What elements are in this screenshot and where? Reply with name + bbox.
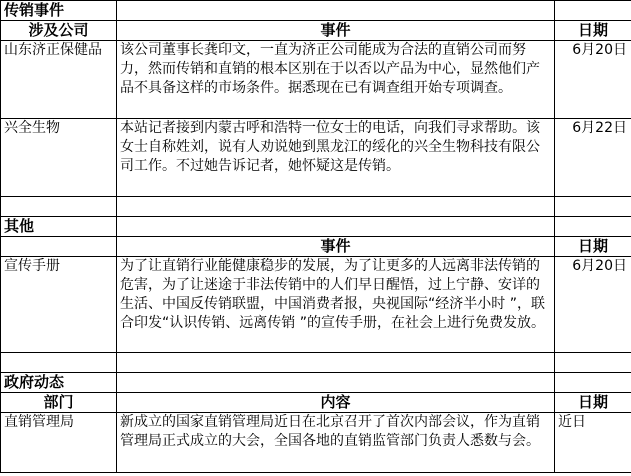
empty-cell[interactable] xyxy=(555,1,631,21)
header-date[interactable]: 日期 xyxy=(555,21,631,41)
company-cell[interactable]: 宣传手册 xyxy=(1,257,117,353)
header-row xyxy=(1,21,631,41)
empty-cell[interactable] xyxy=(555,197,631,217)
table-row xyxy=(1,119,631,197)
empty-cell[interactable] xyxy=(555,353,631,373)
content-cell[interactable]: 新成立的国家直销管理局近日在北京召开了首次内部会议，作为直销管理局正式成立的大会，全国各地的直销监管部门负责人悉数与会。 xyxy=(117,413,555,473)
event-cell[interactable]: 本站记者接到内蒙古呼和浩特一位女士的电话，向我们寻求帮助。该女士自称姓刘，说有人劝说她到黑龙江的绥化的兴全生物科技有限公司工作。不过她告诉记者，她怀疑这是传销。 xyxy=(117,119,555,197)
table-row xyxy=(1,413,631,473)
header-company[interactable]: 涉及公司 xyxy=(1,21,117,41)
empty-cell[interactable] xyxy=(117,373,555,393)
date-cell[interactable]: 近日 xyxy=(555,413,631,473)
empty-cell[interactable] xyxy=(1,237,117,257)
section-title[interactable]: 传销事件 xyxy=(1,1,117,21)
company-cell[interactable]: 山东济正保健品 xyxy=(1,41,117,119)
empty-cell[interactable] xyxy=(555,373,631,393)
section-title-row xyxy=(1,1,631,21)
empty-cell[interactable] xyxy=(555,217,631,237)
section-title[interactable]: 其他 xyxy=(1,217,117,237)
section-title[interactable]: 政府动态 xyxy=(1,373,117,393)
empty-cell[interactable] xyxy=(117,353,555,373)
table-row xyxy=(1,257,631,353)
header-date[interactable]: 日期 xyxy=(555,237,631,257)
dept-cell[interactable]: 直销管理局 xyxy=(1,413,117,473)
date-cell[interactable]: 6月20日 xyxy=(555,41,631,119)
header-dept[interactable]: 部门 xyxy=(1,393,117,413)
empty-row xyxy=(1,353,631,373)
empty-cell[interactable] xyxy=(1,197,117,217)
header-date[interactable]: 日期 xyxy=(555,393,631,413)
company-cell[interactable]: 兴全生物 xyxy=(1,119,117,197)
empty-cell[interactable] xyxy=(117,1,555,21)
date-cell[interactable]: 6月22日 xyxy=(555,119,631,197)
header-event[interactable]: 事件 xyxy=(117,237,555,257)
section-title-row xyxy=(1,373,631,393)
event-cell[interactable]: 该公司董事长龚印文，一直为济正公司能成为合法的直销公司而努力，然而传销和直销的根本区别在于以否以产品为中心，显然他们产品不具备这样的市场条件。据悉现在已有调查组开始专项调查。 xyxy=(117,41,555,119)
empty-cell[interactable] xyxy=(1,353,117,373)
section-title-row xyxy=(1,217,631,237)
date-cell[interactable]: 6月20日 xyxy=(555,257,631,353)
header-row xyxy=(1,237,631,257)
event-cell[interactable]: 为了让直销行业能健康稳步的发展，为了让更多的人远离非法传销的危害，为了让迷途于非法传销中的人们早日醒悟，过上宁静、安详的生活、中国反传销联盟，中国消费者报，央视国际“经济半小时 ”，联合印发“认识传销、远离传销 ”的宣传手册，在社会上进行免费发放。 xyxy=(117,257,555,353)
header-row xyxy=(1,393,631,413)
header-content[interactable]: 内容 xyxy=(117,393,555,413)
table-row xyxy=(1,41,631,119)
empty-row xyxy=(1,197,631,217)
empty-cell[interactable] xyxy=(117,197,555,217)
empty-cell[interactable] xyxy=(117,217,555,237)
header-event[interactable]: 事件 xyxy=(117,21,555,41)
